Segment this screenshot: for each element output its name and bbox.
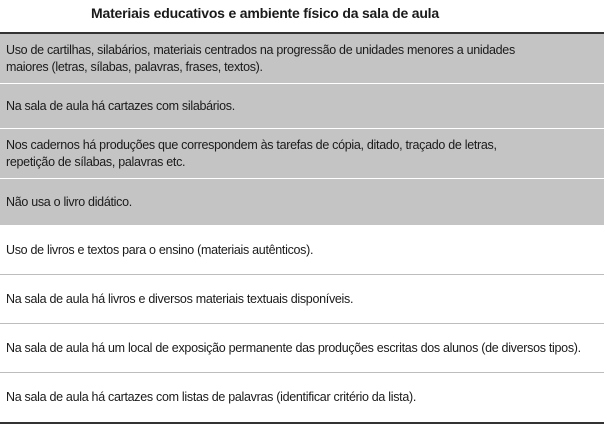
row-text-line: Nos cadernos há produções que correspondem às tarefas de cópia, ditado, traçado de letras, bbox=[6, 137, 497, 152]
table-row bbox=[0, 373, 604, 422]
row-text bbox=[6, 137, 497, 171]
table-title: Materiais educativos e ambiente físico da sala de aula bbox=[91, 5, 439, 21]
table-row bbox=[0, 84, 604, 129]
row-text: Na sala de aula há um local de exposição permanente das produções escritas dos alunos (de diversos tipos). bbox=[6, 340, 581, 355]
row-text bbox=[6, 42, 515, 76]
row-text-line: maiores (letras, sílabas, palavras, frases, textos). bbox=[6, 59, 263, 74]
criteria-table bbox=[0, 32, 604, 424]
table-row bbox=[0, 34, 604, 84]
table-row bbox=[0, 226, 604, 275]
row-text: Na sala de aula há cartazes com silabários. bbox=[6, 98, 235, 113]
table-row bbox=[0, 275, 604, 324]
row-text: Na sala de aula há cartazes com listas de palavras (identificar critério da lista). bbox=[6, 390, 417, 404]
row-text: Na sala de aula há livros e diversos materiais textuais disponíveis. bbox=[6, 291, 354, 306]
table-row bbox=[0, 129, 604, 179]
table-row bbox=[0, 179, 604, 226]
row-text-line: Uso de cartilhas, silabários, materiais centrados na progressão de unidades menores a unidades bbox=[6, 42, 515, 57]
row-text-line: repetição de sílabas, palavras etc. bbox=[6, 154, 186, 169]
table-row bbox=[0, 324, 604, 373]
row-text: Uso de livros e textos para o ensino (materiais autênticos). bbox=[6, 242, 314, 257]
row-text: Não usa o livro didático. bbox=[6, 194, 132, 209]
